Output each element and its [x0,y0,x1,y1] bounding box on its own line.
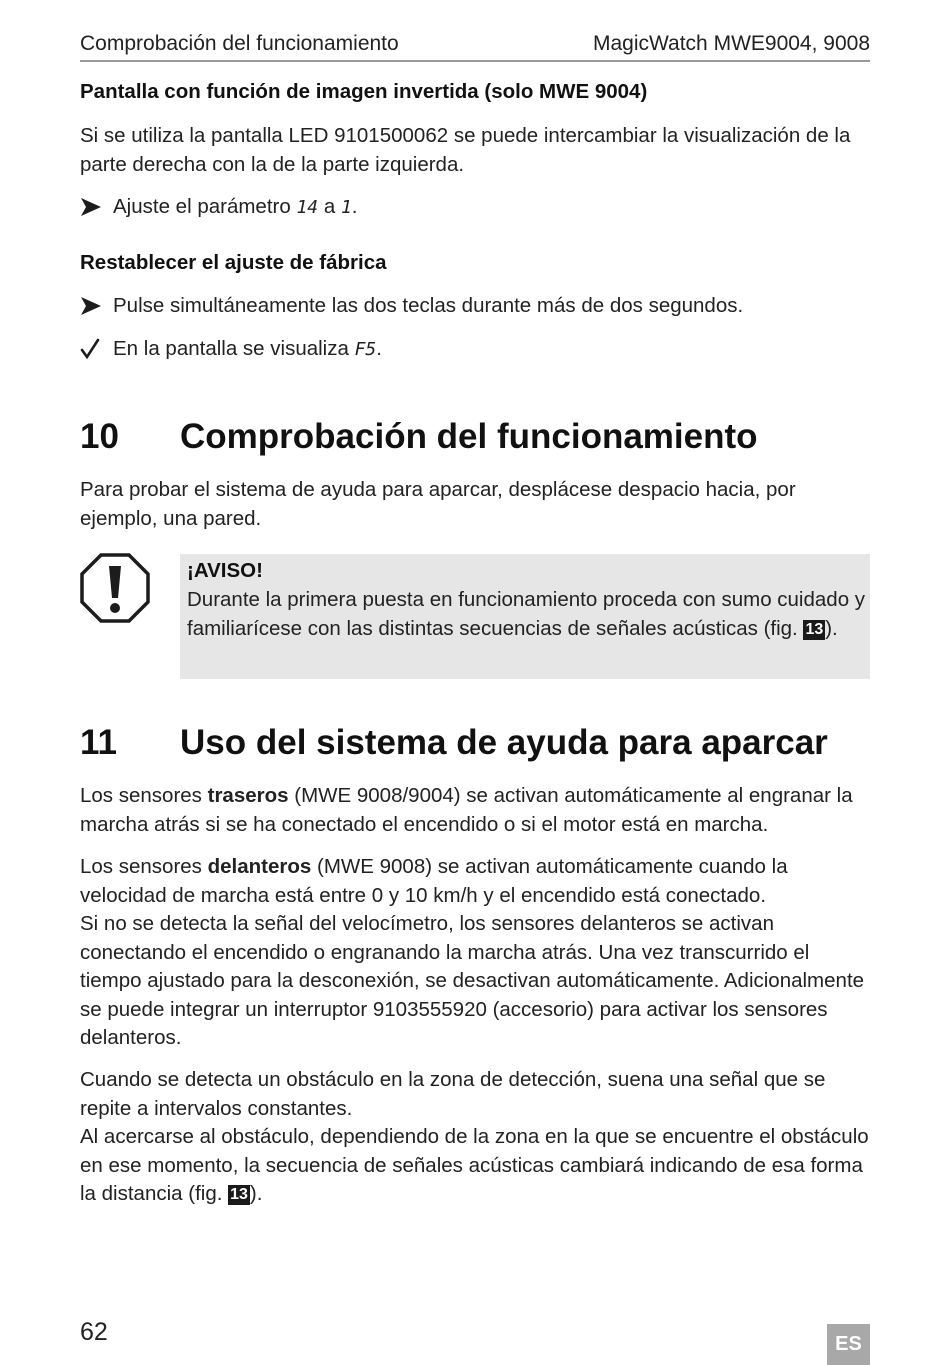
header-product-name: MagicWatch MWE9004, 9008 [592,32,870,55]
text-run: Cuando se detecta un obstáculo en la zona de detección, suena una señal que se repite a intervalos constantes. [80,1068,826,1120]
figure-reference: 13 [805,620,824,638]
chapter-title: Uso del sistema de ayuda para aparcar [180,723,828,762]
notice-text [187,586,867,643]
chapter-title: Comprobación del funcionamiento [180,417,758,456]
step-text [113,193,357,222]
step-text-prefix: Ajuste el parámetro [113,195,297,218]
subheading-factory-reset: Restablecer el ajuste de fábrica [80,251,387,274]
header-section-title: Comprobación del funcionamiento [80,32,399,55]
text-run: ). [249,1182,263,1205]
chapter-number: 10 [80,417,119,456]
text-run: Si no se detecta la señal del velocímetro, los sensores delanteros se activan conectando el encendido o engranando la marcha atrás. Una vez transcurrido el tiempo ajustado para la desconexión, se desactivan automáticamente. Adicionalmente se puede integrar un interruptor 9103555920 (accesorio) para activar los sensores delanteros. [80,912,865,1049]
text-run: (MWE 9008/9004) se activan automáticamente al engranar la marcha atrás si se ha conectado el encendido o si el motor está en marcha. [80,784,853,836]
check-icon [80,335,110,368]
page-header [80,30,870,62]
paragraph-obstacle-detection [80,1066,870,1209]
text-bold: delanteros [207,855,312,878]
subheading-mirror-display: Pantalla con función de imagen invertida (solo MWE 9004) [80,80,648,103]
notice-text-end: ). [825,616,838,640]
text-bold: traseros [207,784,289,807]
notice-text-body: Durante la primera puesta en funcionamiento proceda con sumo cuidado y familiarícese con las distintas secuencias de señales acústicas (fig. [187,588,866,640]
figure-reference: 13 [230,1186,248,1203]
arrow-right-icon [80,292,110,325]
text-run: (MWE 9008) se activan automáticamente cuando la velocidad de marcha está entre 0 y 10 km/h y el encendido está conectado. [80,855,788,907]
step-text-mid: a [318,195,341,218]
chapter-number: 11 [80,723,117,762]
arrow-right-icon [80,193,110,226]
notice-box [180,554,870,679]
notice-title: ¡AVISO! [187,559,263,582]
language-tab: ES [827,1324,870,1365]
result-text-suffix: . [376,337,382,360]
paragraph-rear-sensors [80,782,870,839]
parameter-value: 1 [340,197,352,218]
step-text-suffix: . [351,195,358,218]
paragraph-function-test: Para probar el sistema de ayuda para aparcar, desplácese despacio hacia, por ejemplo, una pared. [80,478,796,530]
display-code: F5 [354,339,377,360]
page-number: 62 [80,1318,108,1346]
result-text [113,335,382,364]
text-run: Los sensores [80,855,208,878]
step-text: Pulse simultáneamente las dos teclas durante más de dos segundos. [113,294,744,317]
parameter-code: 14 [296,197,319,218]
paragraph-mirror-display: Si se utiliza la pantalla LED 9101500062 se puede intercambiar la visualización de la parte derecha con la de la parte izquierda. [80,124,851,176]
paragraph-front-sensors [80,853,870,1053]
text-run: Al acercarse al obstáculo, dependiendo de la zona en la que se encuentre el obstáculo en ese momento, la secuencia de señales acústicas cambiará indicando de esa forma la distancia (fig. [80,1125,869,1205]
result-text-prefix: En la pantalla se visualiza [113,337,355,360]
text-run: Los sensores [80,784,208,807]
warning-octagon-icon [80,553,150,623]
